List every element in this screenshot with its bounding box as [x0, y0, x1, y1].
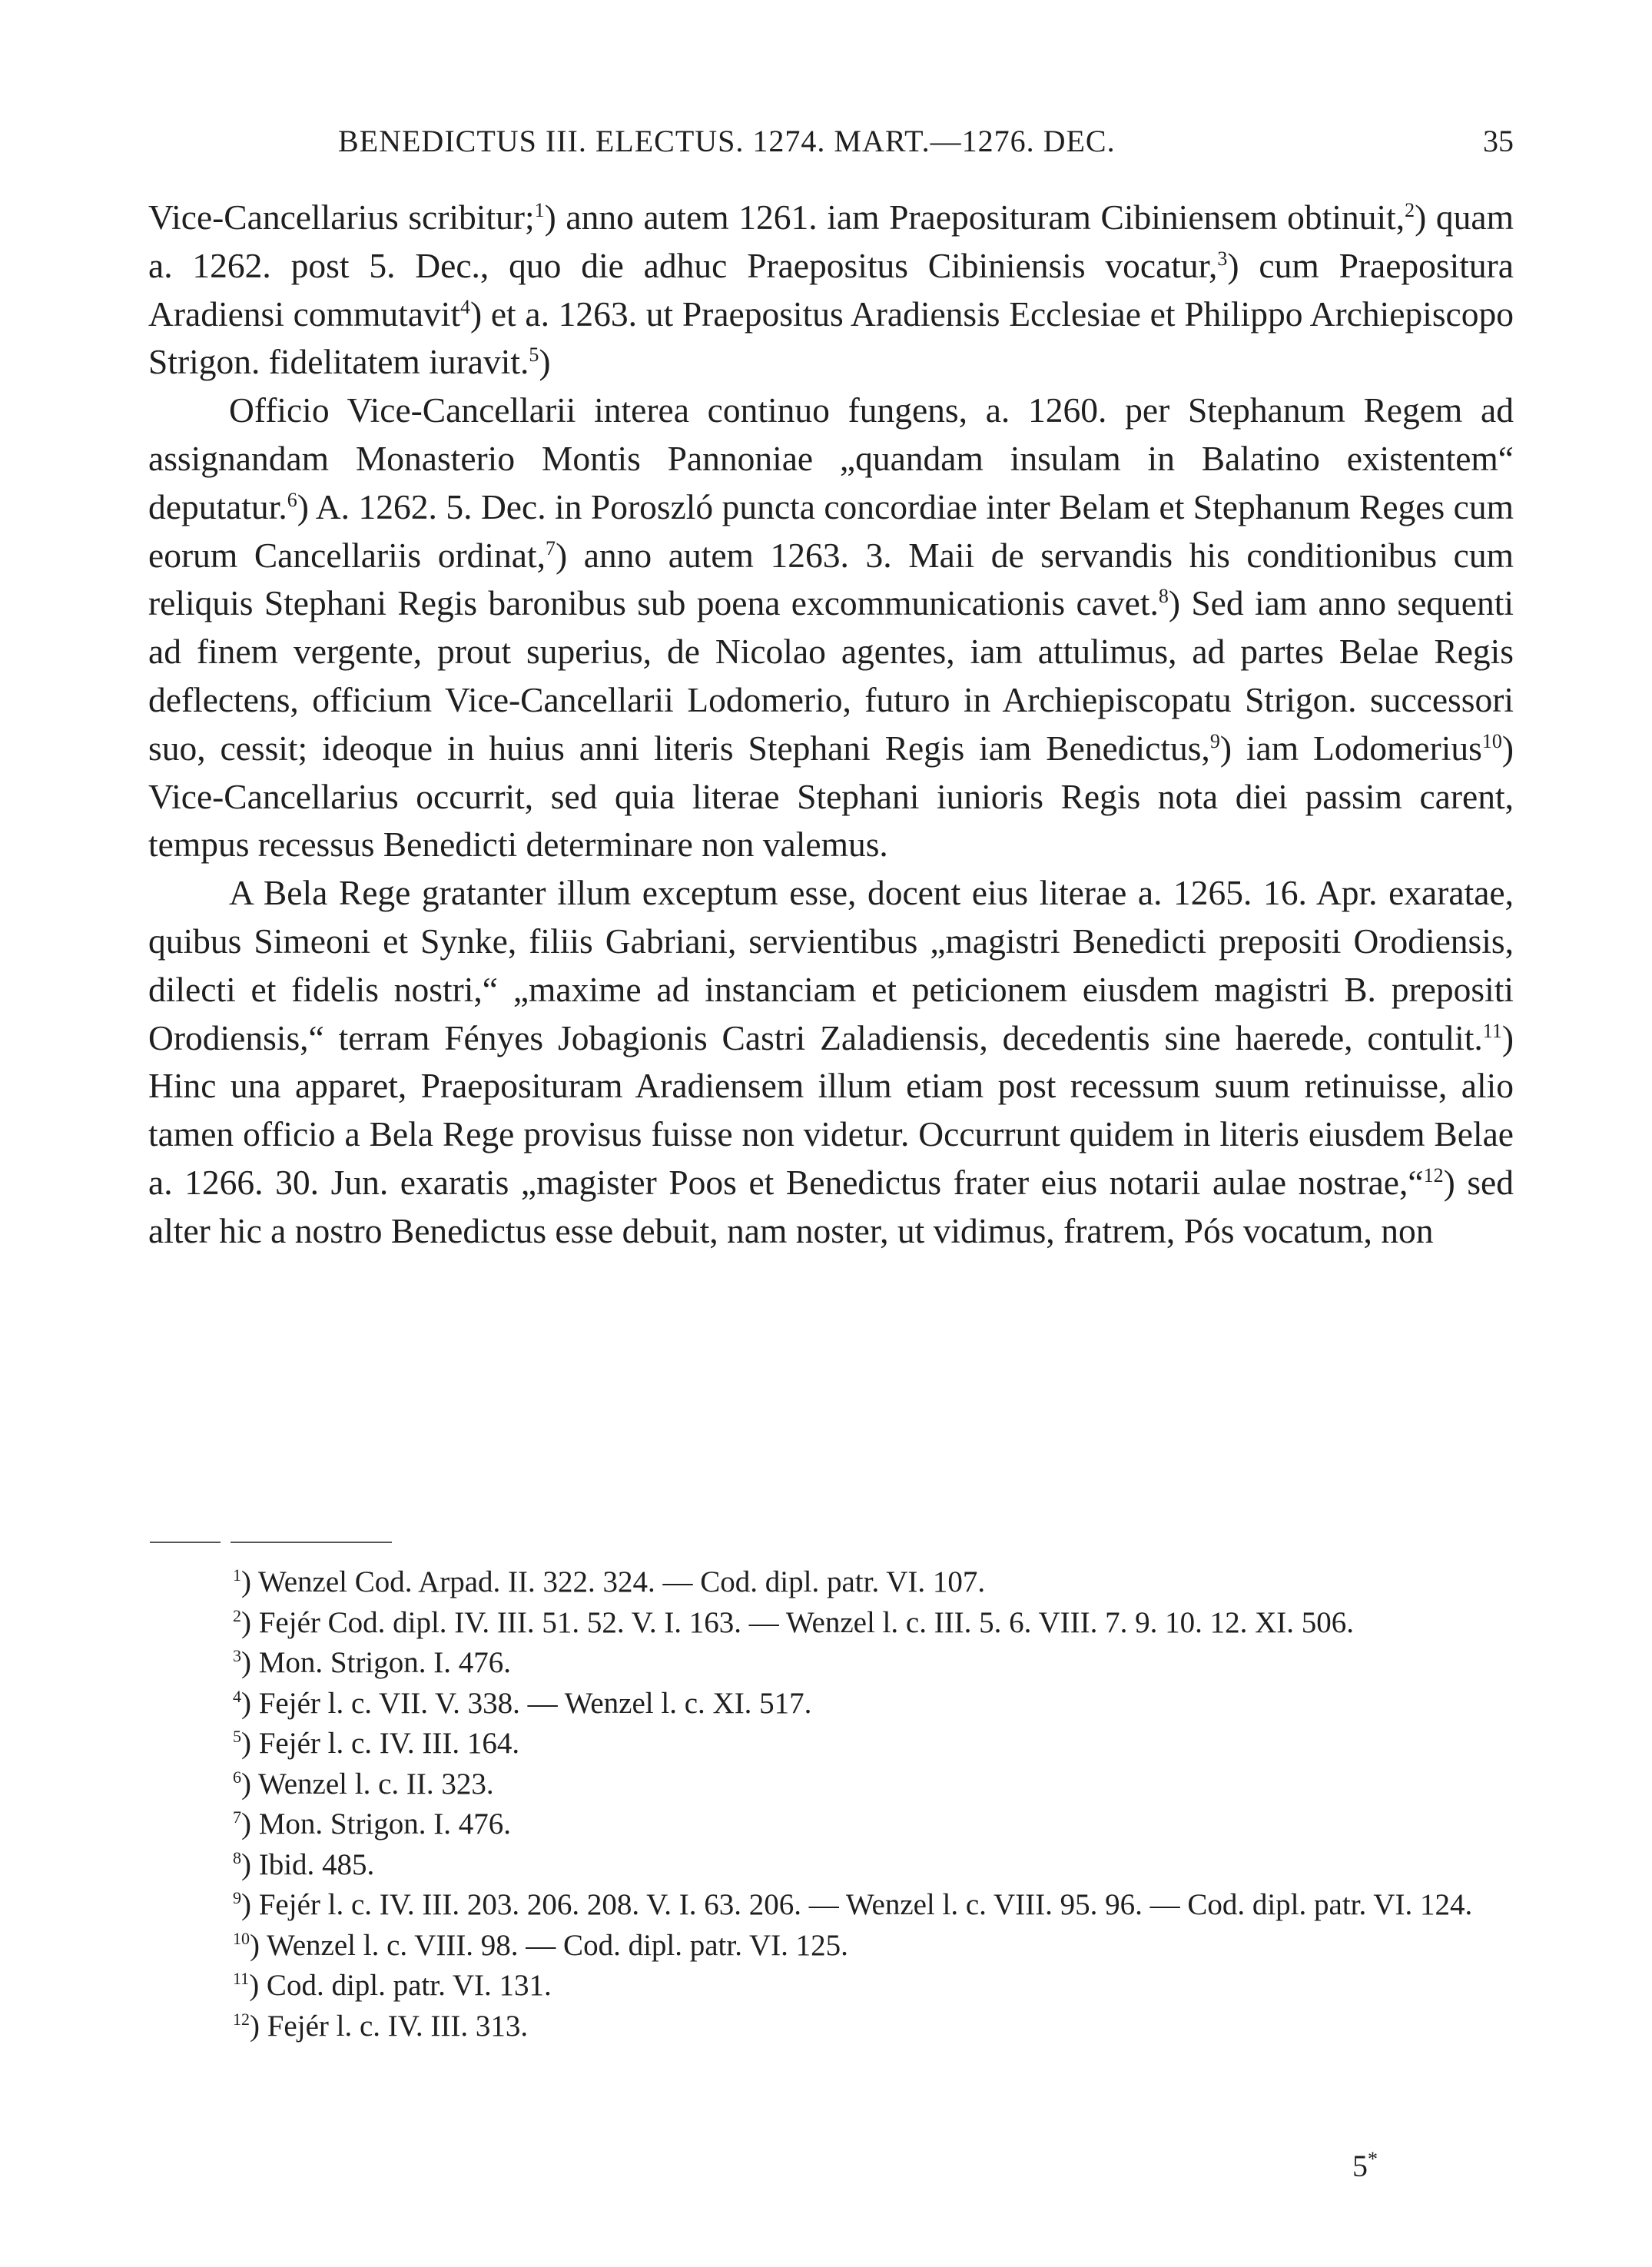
footnote	[148, 1562, 1516, 1603]
text-run: Vice-Cancellarius scribitur;	[148, 197, 535, 237]
footnote	[148, 1966, 1516, 2006]
text-run: ) Vice-Cancellarius occurrit, sed quia literae Stephani iunioris Regis nota diei passim carent, tempus recessus Benedicti determinare non valemus.	[148, 728, 1514, 865]
running-head	[146, 123, 1514, 161]
footnote	[148, 1724, 1516, 1764]
footnote-text: ) Wenzel l. c. VIII. 98. — Cod. dipl. patr. VI. 125.	[250, 1928, 848, 1962]
footnote-number: 10	[233, 1928, 250, 1948]
footnote-number: 12	[233, 2009, 250, 2029]
footnote	[148, 1885, 1516, 1926]
text-run: ) sed alter hic a nostro Benedictus esse debuit, nam noster, ut vidimus, fratrem, Pós vocatum, non	[148, 1162, 1514, 1250]
text-run: ) anno autem 1261. iam Praeposituram Cibiniensem obtinuit,	[544, 197, 1405, 237]
footnote-text: ) Wenzel l. c. II. 323.	[241, 1767, 494, 1801]
footnote-number: 5	[233, 1727, 241, 1746]
footnote-reference: 8	[1158, 585, 1169, 608]
footnotes	[148, 1562, 1516, 2046]
paragraph	[148, 387, 1514, 869]
footnote	[148, 1845, 1516, 1886]
footnote-number: 11	[233, 1969, 250, 1988]
footnote-text: ) Mon. Strigon. I. 476.	[241, 1646, 511, 1679]
footnote-reference: 7	[545, 536, 556, 559]
footnote-number: 6	[233, 1767, 241, 1787]
text-run: ) et a. 1263. ut Praepositus Aradiensis Ecclesiae et Philippo Archiepiscopo Strigon. fidelitatem iuravit.	[148, 294, 1514, 382]
text-run: ) cum Praepositura Aradiensi commutavit	[148, 245, 1514, 334]
footnote-number: 7	[233, 1807, 241, 1827]
paragraph	[148, 869, 1514, 1255]
footnote-text: ) Fejér l. c. IV. III. 164.	[241, 1727, 520, 1760]
footnote	[148, 1603, 1516, 1644]
footnote-text: ) Fejér l. c. VII. V. 338. — Wenzel l. c. XI. 517.	[241, 1686, 812, 1720]
footnote-reference: 3	[1217, 247, 1228, 270]
text-run: Officio Vice-Cancellarii interea continuo fungens, a. 1260. per Stephanum Regem ad assignandam Monasterio Montis Pannoniae „quandam insulam in Balatino existentem“ deputatur.	[148, 390, 1514, 526]
footnote-separator	[150, 1542, 221, 1543]
text-run: ) iam Lodomerius	[1219, 728, 1482, 768]
text-run: )	[539, 342, 551, 382]
footnote-number: 3	[233, 1646, 241, 1665]
footnote-text: ) Fejér l. c. IV. III. 313.	[250, 2009, 529, 2043]
text-run: ) quam a. 1262. post 5. Dec., quo die adhuc Praepositus Cibiniensis vocatur,	[148, 197, 1514, 285]
footnote-text: ) Wenzel Cod. Arpad. II. 322. 324. — Cod. dipl. patr. VI. 107.	[241, 1565, 986, 1598]
footnote-reference: 12	[1423, 1163, 1444, 1187]
text-run: ) A. 1262. 5. Dec. in Poroszló puncta concordiae inter Belam et Stephanum Reges cum eorum Cancellariis ordinat,	[148, 486, 1514, 575]
main-text	[148, 194, 1514, 1256]
page-number: 35	[1483, 124, 1514, 158]
footnote-reference: 9	[1209, 729, 1220, 752]
footnote-number: 2	[233, 1605, 241, 1625]
footnote-text: ) Ibid. 485.	[241, 1847, 375, 1881]
footnote	[148, 1804, 1516, 1845]
text-run: ) Hinc una apparet, Praeposituram Aradiensem illum etiam post recessum suum retinuisse, alio tamen officio a Bela Rege provisus fuisse non videtur. Occurrunt quidem in literis eiusdem Belae a. 1266. 30. Jun. exaratis „magister Poos et Benedictus frater eius notarii aulae nostrae,“	[148, 1017, 1514, 1202]
signature-number: 5	[1352, 2149, 1368, 2183]
footnote-reference: 6	[287, 488, 297, 511]
footnote-text: ) Fejér l. c. IV. III. 203. 206. 208. V. I. 63. 206. — Wenzel l. c. VIII. 95. 96. — Cod. dipl. patr. VI. 124.	[241, 1888, 1473, 1921]
paragraph	[148, 194, 1514, 387]
footnote	[148, 1764, 1516, 1805]
footnote	[148, 1643, 1516, 1684]
footnote-number: 4	[233, 1686, 241, 1706]
running-title: BENEDICTUS III. ELECTUS. 1274. MART.—1276. DEC.	[338, 124, 1116, 158]
footnote-number: 9	[233, 1888, 241, 1907]
footnote	[148, 1684, 1516, 1724]
footnote-reference: 1	[534, 199, 545, 221]
footnote-reference: 5	[529, 344, 539, 367]
text-run: ) Sed iam anno sequenti ad finem vergente, prout superius, de Nicolao agentes, iam attulimus, ad partes Belae Regis deflectens, officium Vice-Cancellarii Lodomerio, futuro in Archiepiscopatu Strigon. successori suo, cessit; ideoque in huius anni literis Stephani Regis iam Benedictus,	[148, 583, 1514, 768]
footnote-reference: 2	[1405, 199, 1415, 221]
footnote-reference: 4	[459, 295, 470, 318]
footnote-reference: 11	[1482, 1019, 1502, 1042]
footnote-text: ) Cod. dipl. patr. VI. 131.	[249, 1969, 552, 2002]
footnote-text: ) Fejér Cod. dipl. IV. III. 51. 52. V. I. 163. — Wenzel l. c. III. 5. 6. VIII. 7. 9. 10. 12. XI. 506.	[241, 1605, 1354, 1639]
footnote-text: ) Mon. Strigon. I. 476.	[241, 1807, 511, 1840]
footnote-number: 8	[233, 1847, 241, 1867]
text-run: A Bela Rege gratanter illum exceptum esse, docent eius literae a. 1265. 16. Apr. exaratae, quibus Simeoni et Synke, filiis Gabriani, servientibus „magistri Benedicti prepositi Orodiensis, dilecti et fidelis nostri,“ „maxime ad instanciam et peticionem eiusdem magistri B. prepositi Orodiensis,“ terram Fényes Jobagionis Castri Zaladiensis, decedentis sine haerede, contulit.	[148, 873, 1514, 1057]
footnote-separator	[231, 1542, 392, 1543]
signature-asterisk: *	[1368, 2148, 1378, 2170]
footnote-reference: 10	[1481, 729, 1502, 752]
signature-mark	[1352, 2148, 1378, 2184]
footnote-number: 1	[233, 1565, 241, 1585]
text-run: ) anno autem 1263. 3. Maii de servandis his conditionibus cum reliquis Stephani Regis baronibus sub poena excommunicationis cavet.	[148, 535, 1514, 623]
footnote	[148, 2006, 1516, 2047]
footnote	[148, 1926, 1516, 1967]
